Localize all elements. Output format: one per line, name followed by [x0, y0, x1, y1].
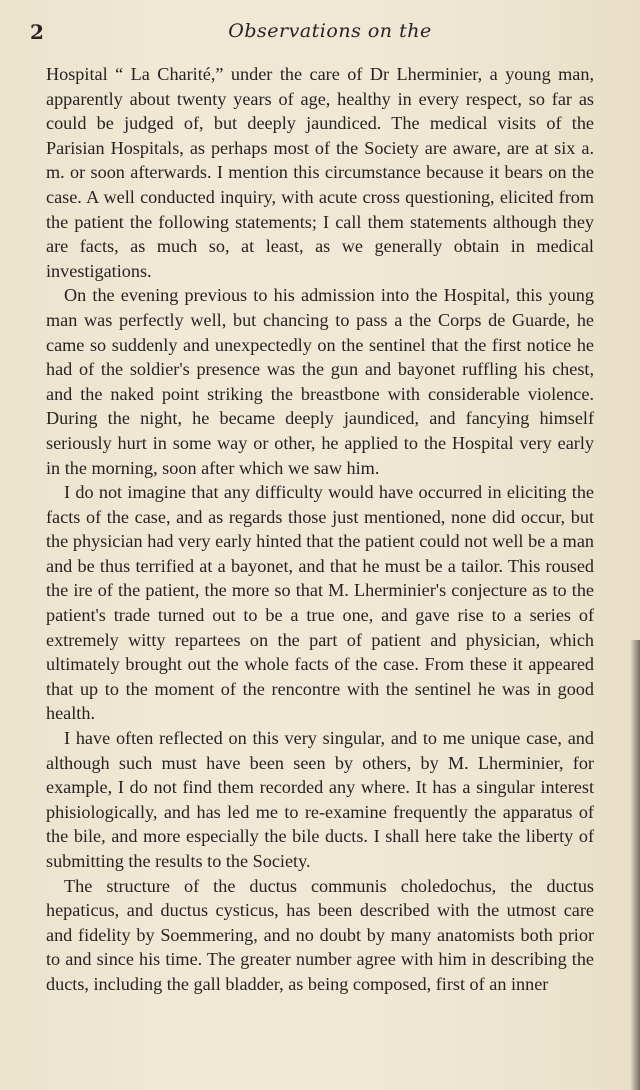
page-number: 2: [30, 20, 44, 44]
paragraph-case-intro: Hospital “ La Charité,” under the care of Dr Lherminier, a young man, apparently about twenty years of age, healthy in every respect, so far as could be judged of, but deeply jaundiced. The medical visits of the Parisian Hospitals, as perhaps most of the Society are aware, are at six a. m. or soon afterwards. I mention this circumstance because it bears on the case. A well conducted inquiry, with acute cross questioning, elicited from the patient the following statements; I call them statements although they are facts, as much so, at least, as we generally obtain in medical investigations.: [46, 64, 594, 281]
page-edge-shadow: [630, 640, 640, 1090]
paragraph-reflection: I have often reflected on this very singular, and to me unique case, and although such must have been seen by others, by M. Lherminier, for example, I do not find them recorded any where. It has a singular interest phisiologically, and has led me to re-examine frequently the apparatus of the bile, and more especially the bile ducts. I shall here take the liberty of submitting the results to the Society.: [46, 728, 594, 871]
paragraph-evening-before: On the evening previous to his admission into the Hospital, this young man was perfectly well, but chancing to pass a the Corps de Guarde, he came so suddenly and unexpectedly on the sentinel that the first notice he had of the soldier's presence was the gun and bayonet ruffling his chest, and the naked point striking the breastbone with considerable violence. During the night, he became deeply jaundiced, and fancying himself seriously hurt in some way or other, he applied to the Hospital very early in the morning, soon after which we saw him.: [46, 285, 594, 478]
paragraph-eliciting-facts: I do not imagine that any difficulty would have occurred in eliciting the facts of the case, and as regards those just mentioned, none did occur, but the physician had very early hinted that the patient could not well be a man and be thus terrified at a bayonet, and that he must be a tailor. This roused the ire of the patient, the more so that M. Lherminier's conjecture as to the patient's trade turned out to be a true one, and gave rise to a series of extremely witty repartees on the part of patient and physician, which ultimately brought out the whole facts of the case. From these it appeared that up to the moment of the rencontre with the sentinel he was in good health.: [46, 482, 594, 724]
page-header: [30, 20, 590, 50]
body-text: [46, 62, 594, 997]
running-title: Observations on the: [228, 20, 432, 42]
paragraph-duct-structure: The structure of the ductus communis choledochus, the ductus hepaticus, and ductus cysticus, has been described with the utmost care and fidelity by Soemmering, and no doubt by many anatomists both prior to and since his time. The greater number agree with him in describing the ducts, including the gall bladder, as being composed, first of an inner: [46, 875, 594, 994]
